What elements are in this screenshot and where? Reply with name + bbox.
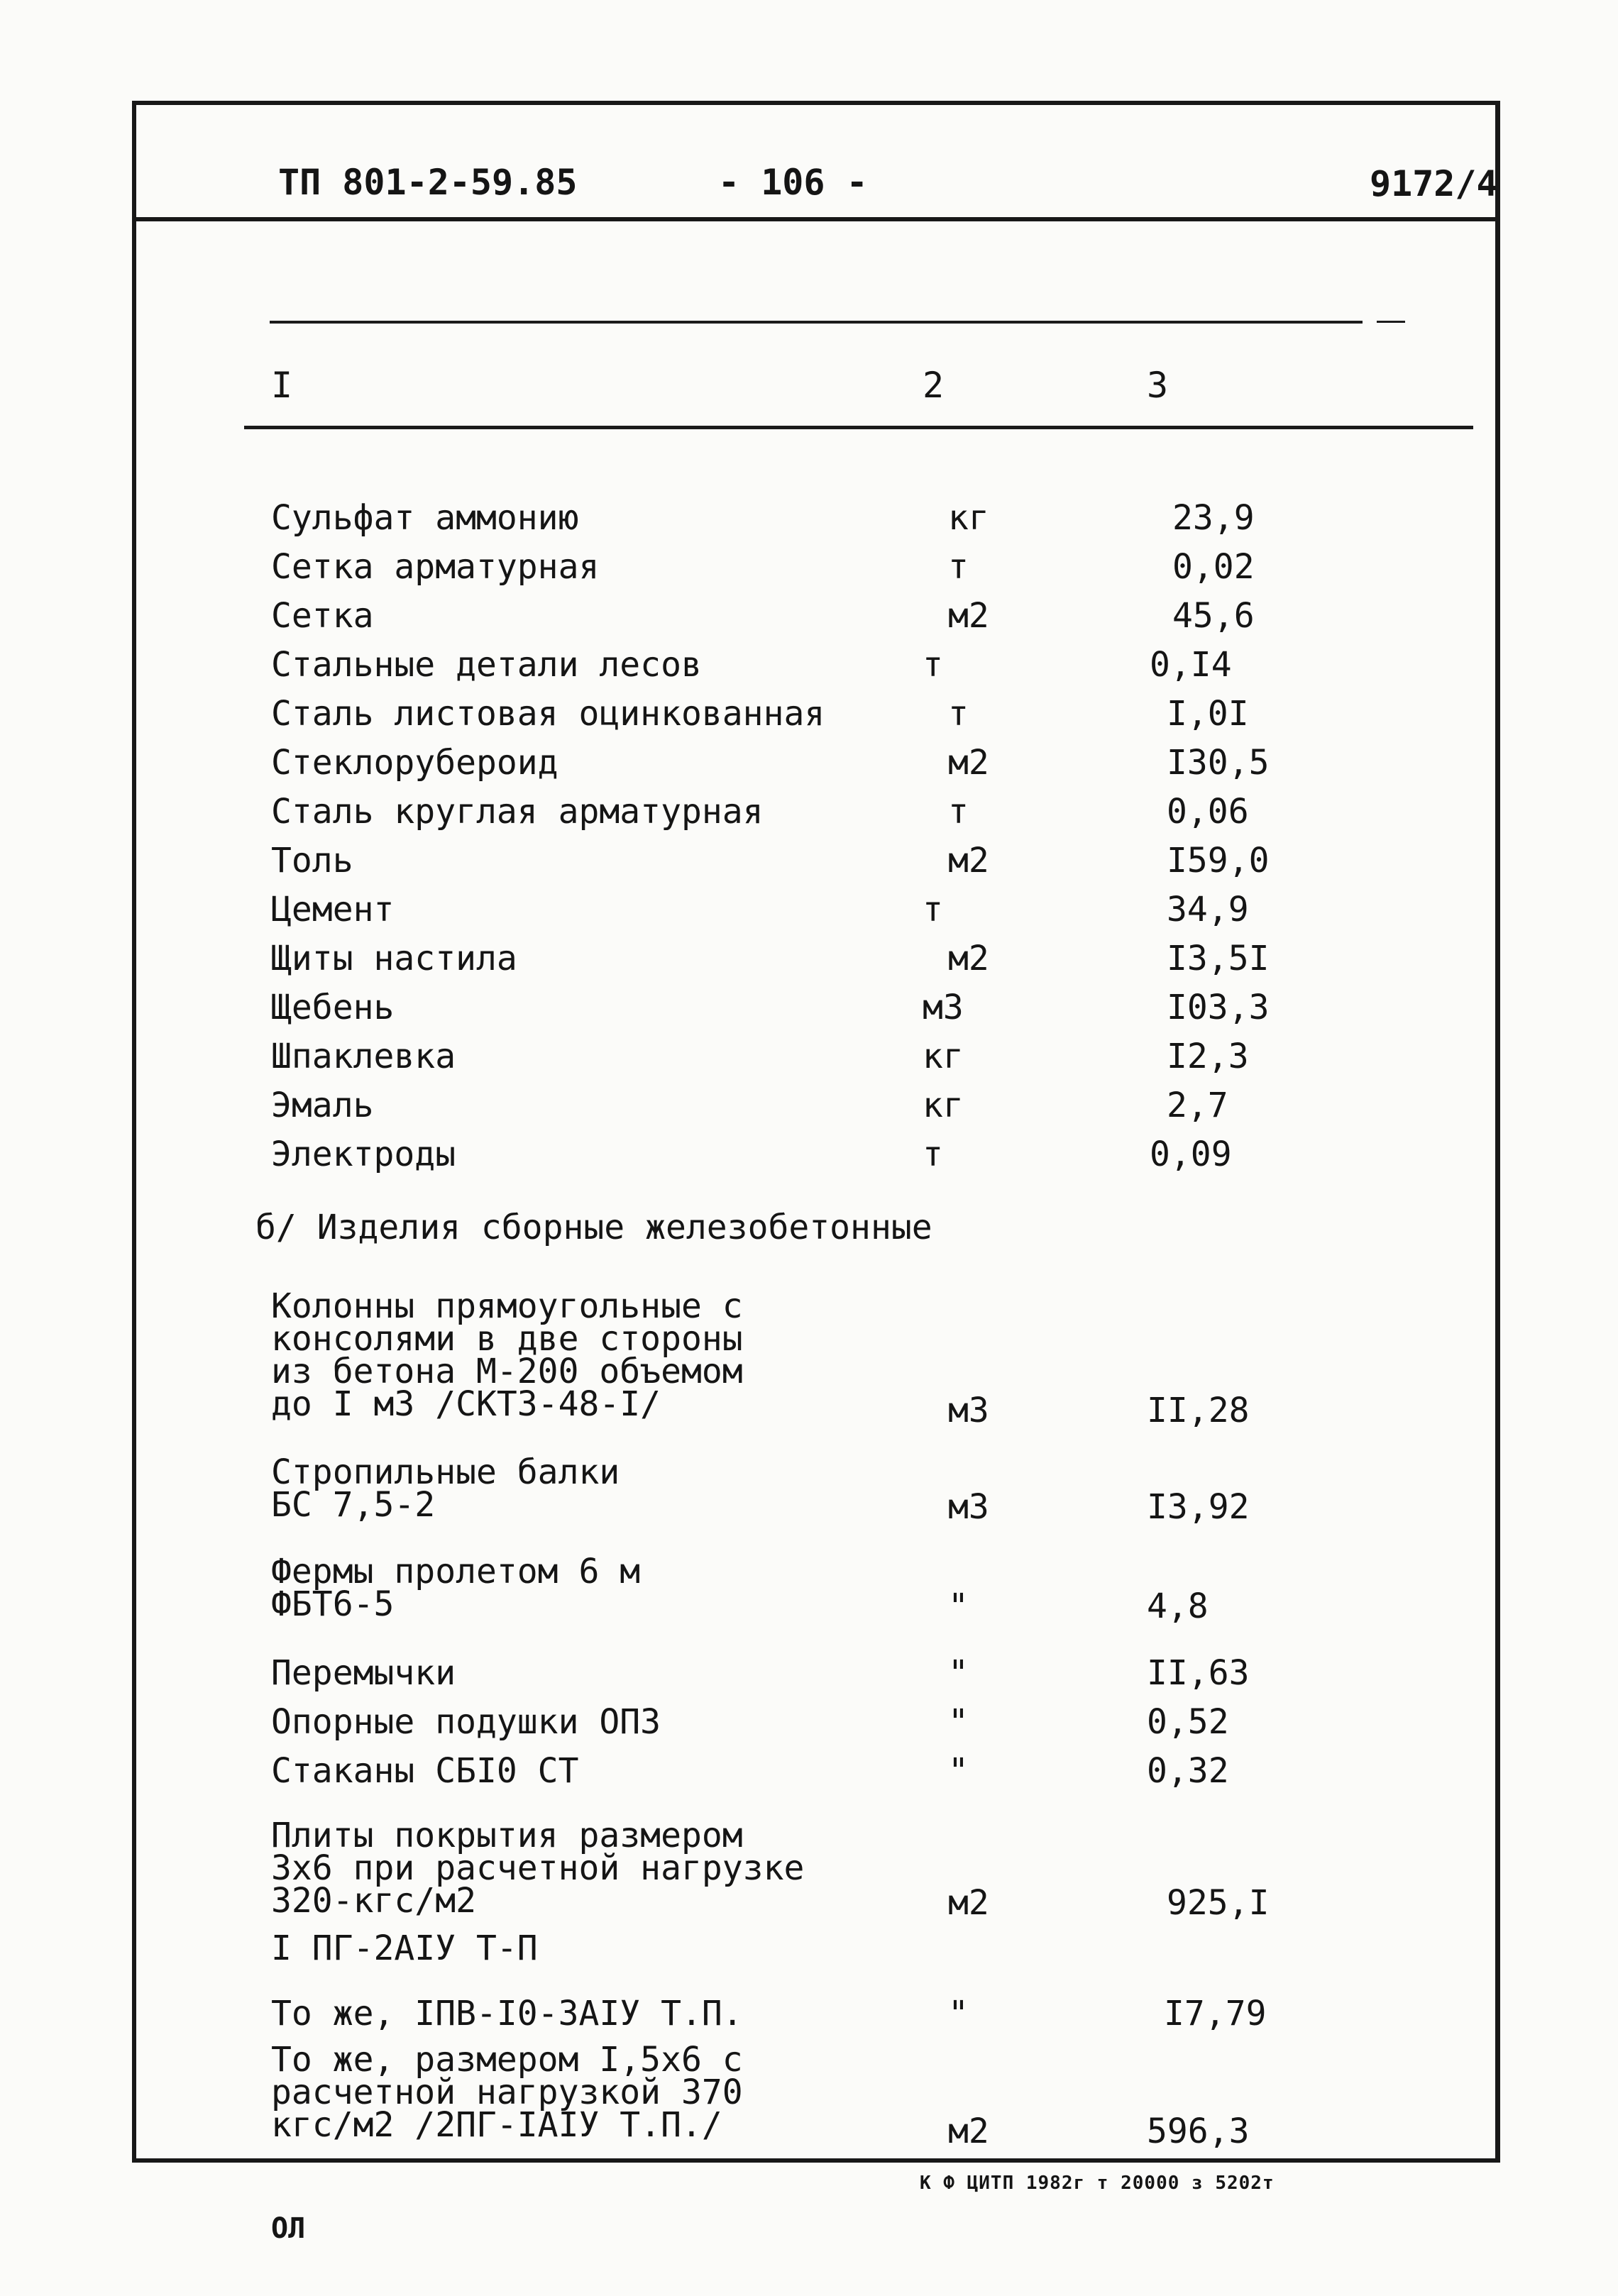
quantity: II,28	[1147, 1391, 1250, 1430]
material-name: Сетка арматурная	[271, 547, 600, 587]
unit: м2	[948, 596, 989, 636]
material-name: Эмаль	[271, 1086, 374, 1125]
column-3-header: 3	[1147, 365, 1169, 406]
name-line: из бетона М-200 объемом	[271, 1352, 743, 1391]
name-line: ФБТ6-5	[271, 1584, 395, 1624]
table-top-rule-tail	[1377, 321, 1405, 323]
unit: м2	[948, 841, 989, 881]
name-line: Колонны прямоугольные с	[271, 1286, 743, 1326]
material-name: Сульфат аммонию	[271, 498, 579, 538]
table-row	[0, 1035, 1618, 1078]
page-number: - 106 -	[718, 162, 868, 203]
table-row	[0, 790, 1618, 833]
table-row	[0, 986, 1618, 1029]
column-2-header: 2	[923, 365, 945, 406]
material-name: Стальные детали лесов	[271, 645, 702, 685]
product-name: То же, IПВ-I0-3АIУ Т.П.	[271, 1994, 743, 2033]
product-name	[271, 1552, 641, 1624]
product-name: Перемычки	[271, 1653, 456, 1693]
quantity: 2,7	[1167, 1086, 1228, 1125]
name-line: То же, размером I,5х6 с	[271, 2040, 743, 2080]
table-row	[0, 1133, 1618, 1176]
table-row	[0, 1084, 1618, 1127]
ditto-mark: "	[948, 1702, 969, 1742]
quantity: 45,6	[1172, 596, 1255, 636]
quantity: 23,9	[1172, 498, 1255, 538]
name-line: Стропильные балки	[271, 1452, 620, 1492]
ditto-mark: "	[948, 1994, 969, 2033]
table-top-rule	[270, 321, 1363, 324]
quantity: 0,02	[1172, 547, 1255, 587]
name-line: Плиты покрытия размером	[271, 1816, 743, 1855]
material-name: Толь	[271, 841, 353, 881]
quantity: I2,3	[1167, 1037, 1249, 1076]
table-row	[0, 839, 1618, 882]
material-name: Сталь листовая оцинкованная	[271, 694, 825, 734]
document-code: ТП 801-2-59.85	[278, 162, 578, 203]
material-name: Сталь круглая арматурная	[271, 792, 764, 832]
table-row	[0, 1927, 1618, 1970]
unit: т	[948, 694, 969, 734]
quantity: 0,I4	[1150, 645, 1232, 685]
quantity: II,63	[1147, 1653, 1250, 1693]
quantity: I3,92	[1147, 1487, 1250, 1527]
table-row	[0, 1992, 1618, 2035]
quantity: 0,32	[1147, 1751, 1229, 1791]
name-line: 3х6 при расчетной нагрузке	[271, 1848, 805, 1888]
quantity: 0,52	[1147, 1702, 1229, 1742]
material-name: Электроды	[271, 1135, 456, 1174]
table-row	[0, 644, 1618, 686]
quantity: 0,09	[1150, 1135, 1232, 1174]
unit: кг	[923, 1086, 964, 1125]
unit: м3	[948, 1487, 989, 1527]
unit: кг	[923, 1037, 964, 1076]
name-line: БС 7,5-2	[271, 1485, 436, 1525]
quantity: I30,5	[1167, 743, 1270, 783]
printer-stamp: К Ф ЦИТП 1982г т 20000 з 5202т	[920, 2173, 1275, 2194]
quantity: I03,3	[1167, 988, 1270, 1027]
table-row	[0, 888, 1618, 931]
name-line: 320-кгс/м2	[271, 1881, 476, 1921]
unit: т	[948, 792, 969, 832]
quantity: I59,0	[1167, 841, 1270, 881]
table-row	[0, 1750, 1618, 1792]
name-line: Фермы пролетом 6 м	[271, 1552, 641, 1591]
unit: м3	[923, 988, 964, 1027]
quantity: 0,06	[1167, 792, 1249, 832]
table-header-rule	[244, 426, 1473, 429]
ditto-mark: "	[948, 1653, 969, 1693]
inventory-number: 9172/4	[1370, 163, 1498, 204]
name-line: кгс/м2 /2ПГ-IАIУ Т.П./	[271, 2105, 722, 2145]
quantity: 925,I	[1167, 1883, 1270, 1923]
material-name: Стеклорубероид	[271, 743, 558, 783]
unit: кг	[948, 498, 989, 538]
product-name: Стаканы СБI0 СТ	[271, 1751, 579, 1791]
unit: м2	[948, 743, 989, 783]
material-name: Цемент	[271, 890, 395, 929]
unit: м2	[948, 939, 989, 978]
product-name	[271, 1286, 743, 1424]
quantity: 4,8	[1147, 1586, 1209, 1626]
material-name: Шпаклевка	[271, 1037, 456, 1076]
product-name	[271, 2040, 743, 2145]
name-line: консолями в две стороны	[271, 1319, 743, 1359]
table-row	[0, 497, 1618, 539]
product-name	[271, 1452, 620, 1525]
product-name: Опорные подушки ОПЗ	[271, 1702, 661, 1742]
quantity: 34,9	[1167, 890, 1249, 929]
table-row	[0, 937, 1618, 980]
material-name: Сетка	[271, 596, 374, 636]
unit: т	[948, 547, 969, 587]
name-line: расчетной нагрузкой 370	[271, 2073, 743, 2112]
ditto-mark: "	[948, 1751, 969, 1791]
unit: м2	[948, 2112, 989, 2151]
table-row	[0, 692, 1618, 735]
product-code: I ПГ-2АIУ Т-П	[271, 1928, 538, 1968]
unit: т	[923, 645, 943, 685]
table-row	[0, 595, 1618, 637]
unit: м2	[948, 1883, 989, 1923]
quantity: I7,79	[1164, 1994, 1267, 2033]
table-row	[0, 1652, 1618, 1694]
quantity: 596,3	[1147, 2112, 1250, 2151]
material-name: Щебень	[271, 988, 395, 1027]
unit: т	[923, 890, 943, 929]
quantity: I3,5I	[1167, 939, 1270, 978]
unit: т	[923, 1135, 943, 1174]
product-name	[271, 1816, 805, 1921]
ditto-mark: "	[948, 1586, 969, 1626]
corner-mark: ОЛ	[271, 2212, 306, 2245]
header-divider	[132, 217, 1500, 221]
material-name: Щиты настила	[271, 939, 517, 978]
quantity: I,0I	[1167, 694, 1249, 734]
name-line: до I м3 /СКТ3-48-I/	[271, 1384, 661, 1424]
table-row	[0, 1701, 1618, 1743]
unit: м3	[948, 1391, 989, 1430]
table-row	[0, 546, 1618, 588]
column-1-header: I	[271, 365, 293, 406]
table-row	[0, 741, 1618, 784]
section-title: б/ Изделия сборные железобетонные	[255, 1208, 932, 1247]
